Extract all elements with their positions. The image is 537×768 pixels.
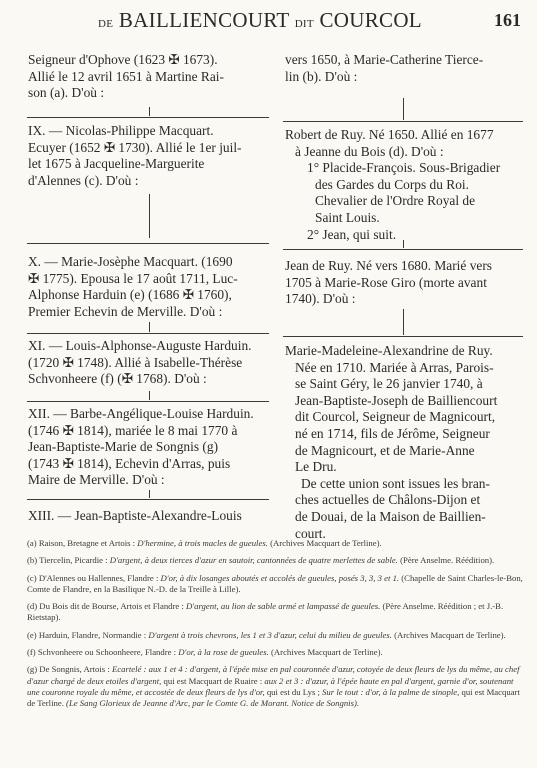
footnote-blazon: Sur le tout : d'or, à la palme de sinople, — [322, 686, 460, 697]
footnote-c — [27, 573, 525, 596]
footnote-g — [27, 664, 525, 709]
text-line: 2° Jean, qui suit. — [307, 226, 397, 242]
footnote-blazon: D'or, à dix losanges aboutés et accolés de gueules, posés 3, 3, 3 et 1. — [160, 572, 400, 583]
lineage-connector — [403, 240, 404, 248]
footnote-source: (Le Sang Glorieux de Jeanne d'Arc, par le Comte G. de Morant. Notice de Songnis). — [66, 698, 360, 709]
text-line: XII. — Barbe-Angélique-Louise Harduin. — [28, 406, 254, 421]
text-line: De cette union sont issues les bran- — [301, 475, 490, 491]
footnote-source: (Père Anselme. Réédition). — [400, 555, 495, 566]
text-line: 1705 à Marie-Rose Giro (morte avant — [285, 274, 487, 290]
lineage-connector — [149, 194, 150, 238]
generation-rule — [27, 401, 269, 402]
text-line: de Magnicourt, et de Marie-Anne — [295, 442, 475, 458]
generation-12 — [28, 406, 272, 489]
text-line: Maire de Merville. D'où : — [28, 472, 165, 488]
footnote-ref: (b) Tiercelin, Picardie : — [27, 555, 108, 566]
text-line: Le Dru. — [295, 459, 337, 475]
footnote-blazon: D'or, à la rose de gueules. — [178, 647, 269, 658]
text-line: Allié le 12 avril 1651 à Martine Rai- — [28, 68, 224, 84]
generation-10 — [28, 254, 272, 320]
text-line: Alphonse Harduin (e) (1686 ✠ 1760), — [28, 287, 232, 303]
generation-13 — [28, 508, 272, 525]
title-name: BAILLIENCOURT — [118, 8, 290, 32]
footnote-ref: (e) Harduin, Flandre, Normandie : — [27, 629, 147, 640]
text-line: Robert de Ruy. Né 1650. Allié en 1677 — [285, 127, 494, 142]
footnote-text: qui est Macquart de Ruaire : — [163, 675, 263, 686]
generation-rule — [27, 243, 269, 244]
generation-9 — [28, 123, 272, 189]
robert-de-ruy — [285, 127, 523, 243]
text-line: (1746 ✠ 1814), mariée le 8 mai 1770 à — [28, 422, 238, 438]
lineage-connector — [403, 98, 404, 120]
footnote-b — [27, 555, 525, 566]
text-line: 1° Placide-François. Sous-Brigadier — [307, 160, 501, 176]
footnote-blazon: D'hermine, à trois macles de gueules. — [137, 538, 268, 548]
text-line: XIII. — Jean-Baptiste-Alexandre-Louis — [28, 508, 242, 523]
footnote-ref: (g) De Songnis, Artois : — [27, 664, 110, 675]
text-line: let 1675 à Jacqueline-Marguerite — [28, 156, 205, 172]
lineage-connector — [403, 309, 404, 335]
text-line: ✠ 1775). Epousa le 17 août 1711, Luc- — [28, 270, 238, 286]
footnote-source: (Archives Macquart de Terline). — [271, 647, 383, 658]
running-title — [40, 8, 480, 33]
left-continuation — [28, 52, 272, 102]
footnote-source: (Père Anselme. Réédition ; et J.-B. Rietstap). — [27, 601, 504, 623]
jean-de-ruy — [285, 258, 523, 308]
text-line: Premier Echevin de Merville. D'où : — [28, 303, 223, 319]
generation-rule — [27, 333, 269, 334]
generation-rule — [27, 117, 269, 118]
generation-rule — [283, 121, 523, 122]
text-line: né en 1714, fils de Jérôme, Seigneur — [295, 425, 490, 441]
footnote-d — [27, 601, 525, 624]
generation-rule — [27, 499, 269, 500]
lineage-connector — [149, 490, 150, 498]
text-line: lin (b). D'où : — [285, 68, 358, 84]
text-line: Ecuyer (1652 ✠ 1730). Allié le 1er juil- — [28, 139, 242, 155]
generation-rule — [283, 336, 523, 337]
footnote-f — [27, 647, 525, 658]
footnote-a — [27, 538, 525, 549]
footnote-blazon: Ecartelé : aux 1 et 4 : d'argent, à l'épée mise en pal couronnée d'azur, cotoyée de deux fleurs de lys du même, au chef d'azur chargé de deux etoiles d'argent, — [27, 664, 520, 686]
text-line: XI. — Louis-Alphonse-Auguste Harduin. — [28, 338, 252, 353]
lineage-connector — [149, 322, 150, 332]
lineage-connector — [149, 107, 150, 116]
text-line: à Jeanne du Bois (d). D'où : — [295, 143, 444, 159]
page-header — [0, 6, 537, 38]
title-middle: dit — [294, 14, 314, 31]
footnote-text: qui est du Lys ; — [266, 686, 320, 697]
footnote-blazon: D'argent, au lion de sable armé et lampassé de gueules. — [186, 601, 381, 612]
footnote-source: (Archives Macquart de Terline). — [270, 538, 382, 548]
footnote-source: (Chapelle de Saint Charles-le-Bon, Comte de Flandre, en la Basilique N.-D. de la Treille à Lille). — [27, 572, 523, 594]
text-line: se Saint Géry, le 26 janvier 1740, à — [295, 376, 483, 392]
right-continuation — [285, 52, 523, 85]
text-line: son (a). D'où : — [28, 85, 105, 101]
text-line: dit Courcol, Seigneur de Magnicourt, — [295, 409, 496, 425]
text-line: d'Alennes (c). D'où : — [28, 172, 139, 188]
marie-madeleine-de-ruy — [285, 343, 523, 542]
footnote-blazon: D'argent à trois chevrons, les 1 et 3 d'azur, celui du milieu de gueules. — [148, 629, 392, 640]
footnote-ref: (a) Raison, Bretagne et Artois : — [27, 538, 136, 548]
text-line: 1740). D'où : — [285, 291, 356, 307]
footnote-ref: (f) Schvonheere ou Schoonheere, Flandre : — [27, 647, 177, 658]
text-line: Jean-Baptiste-Joseph de Bailliencourt — [295, 392, 498, 408]
text-line: des Gardes du Corps du Roi. — [315, 176, 469, 192]
lineage-connector — [149, 391, 150, 400]
footnote-source: (Archives Macquart de Terline). — [394, 629, 506, 640]
text-line: Seigneur d'Ophove (1623 ✠ 1673). — [28, 52, 218, 67]
footnote-blazon: aux 2 et 3 : d'azur, à l'épée haute en pal d'argent, garnie d'or, soutenant une couronne royale du même, et accostée de deux fleurs de lys d'or, — [27, 675, 514, 697]
footnote-e — [27, 630, 525, 641]
text-line: Saint Louis. — [315, 209, 380, 225]
generation-11 — [28, 338, 272, 388]
text-line: de Douai, de la Maison de Baillien- — [295, 508, 486, 524]
text-line: Schvonheere (f) (✠ 1768). D'où : — [28, 371, 207, 387]
footnote-blazon: D'argent, à deux tierces d'azur en sautoir, cantonnées de quatre merlettes de sable. — [109, 555, 398, 566]
title-prefix: de — [98, 14, 114, 31]
text-line: Chevalier de l'Ordre Royal de — [315, 193, 476, 209]
page-number: 161 — [494, 10, 521, 30]
text-line: Jean de Ruy. Né vers 1680. Marié vers — [285, 258, 492, 273]
text-line: (1720 ✠ 1748). Allié à Isabelle-Thérèse — [28, 354, 243, 370]
text-line: (1743 ✠ 1814), Echevin d'Arras, puis — [28, 455, 231, 471]
title-suffix: COURCOL — [319, 8, 422, 32]
generation-rule — [283, 249, 523, 250]
text-line: ches actuelles de Châlons-Dijon et — [295, 492, 481, 508]
footnote-ref: (d) Du Bois dit de Bourse, Artois et Flandre : — [27, 601, 184, 612]
text-line: Née en 1710. Mariée à Arras, Parois- — [295, 359, 494, 375]
footnotes — [27, 538, 525, 716]
text-line: court. — [295, 525, 326, 541]
footnote-text: qui est Macquart de Terline. — [27, 686, 520, 709]
text-line: Jean-Baptiste-Marie de Songnis (g) — [28, 439, 219, 455]
footnote-ref: (c) D'Alennes ou Hallennes, Flandre : — [27, 572, 159, 583]
text-line: IX. — Nicolas-Philippe Macquart. — [28, 123, 214, 138]
text-line: X. — Marie-Josèphe Macquart. (1690 — [28, 254, 233, 269]
text-line: vers 1650, à Marie-Catherine Tierce- — [285, 52, 484, 67]
text-line: Marie-Madeleine-Alexandrine de Ruy. — [285, 343, 493, 358]
